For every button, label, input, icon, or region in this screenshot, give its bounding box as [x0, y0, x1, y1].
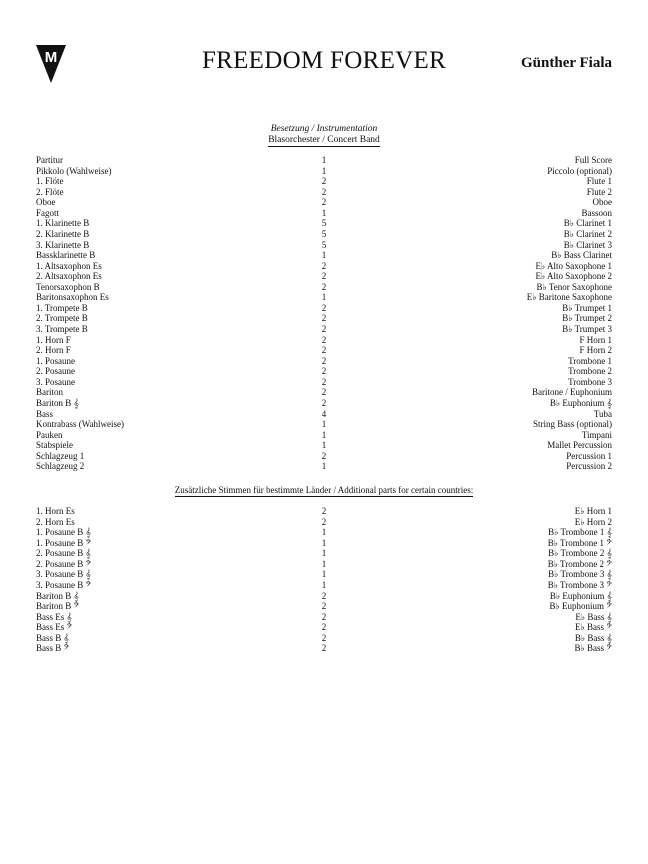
part-row — [36, 538, 612, 549]
part-row — [36, 643, 612, 654]
part-name-english: Trombone 3 — [568, 376, 612, 387]
part-row — [36, 250, 612, 261]
part-row — [36, 303, 612, 314]
part-row — [36, 176, 612, 187]
composer-name: Günther Fiala — [521, 55, 612, 71]
part-name-english: B♭ Trombone 1 𝄞 — [548, 527, 612, 538]
part-name-german: Kontrabass (Wahlweise) — [36, 419, 124, 430]
part-row — [36, 324, 612, 335]
part-name-english: Mallet Percussion — [547, 440, 612, 451]
part-quantity: 5 — [321, 239, 327, 250]
part-name-english: F Horn 2 — [579, 345, 612, 356]
part-name-english: B♭ Euphonium 𝄢 — [549, 601, 612, 612]
part-name-german: 2. Horn F — [36, 345, 71, 356]
part-row — [36, 229, 612, 240]
part-name-german: 1. Posaune B 𝄢 — [36, 537, 92, 548]
part-name-english: E♭ Baritone Saxophone — [526, 292, 612, 303]
part-name-english: Piccolo (optional) — [547, 165, 612, 176]
instrumentation-subheading — [0, 135, 648, 146]
part-row — [36, 345, 612, 356]
additional-parts-heading — [0, 485, 648, 496]
part-name-german: Bass — [36, 408, 54, 419]
part-quantity: 1 — [321, 429, 327, 440]
part-name-english: E♭ Bass 𝄞 — [575, 611, 612, 622]
part-name-german: 1. Horn F — [36, 334, 71, 345]
part-quantity: 2 — [321, 516, 327, 527]
part-row — [36, 155, 612, 166]
part-name-english: B♭ Trombone 2 𝄢 — [547, 558, 612, 569]
part-name-english: Baritone / Euphonium — [532, 387, 612, 398]
part-name-german: 2. Horn Es — [36, 516, 75, 527]
part-quantity: 2 — [321, 197, 327, 208]
part-row — [36, 580, 612, 591]
part-name-english: Bassoon — [581, 207, 612, 218]
part-row — [36, 208, 612, 219]
part-quantity: 2 — [321, 632, 327, 643]
part-row — [36, 377, 612, 388]
part-name-german: 2. Altsaxophon Es — [36, 271, 102, 282]
part-quantity: 2 — [321, 622, 327, 633]
part-quantity: 2 — [321, 260, 327, 271]
part-row — [36, 548, 612, 559]
part-quantity: 1 — [321, 527, 327, 538]
instrumentation-list — [36, 155, 612, 472]
part-name-german: 1. Posaune — [36, 355, 75, 366]
part-name-english: Percussion 2 — [566, 461, 612, 472]
part-row — [36, 261, 612, 272]
part-name-english: B♭ Bass 𝄢 — [574, 643, 612, 654]
part-name-german: 3. Posaune B 𝄞 — [36, 569, 91, 580]
part-quantity: 2 — [321, 590, 327, 601]
part-row — [36, 387, 612, 398]
part-name-german: 2. Posaune — [36, 366, 75, 377]
part-name-german: 1. Horn Es — [36, 506, 75, 516]
part-name-german: 3. Posaune — [36, 376, 75, 387]
part-name-german: 2. Posaune B 𝄢 — [36, 558, 92, 569]
part-name-german: 1. Altsaxophon Es — [36, 260, 102, 271]
logo-letter: M — [44, 49, 58, 66]
part-quantity: 2 — [321, 450, 327, 461]
part-name-english: B♭ Bass Clarinet — [551, 250, 612, 261]
part-name-german: Bass B 𝄞 — [36, 632, 69, 643]
part-row — [36, 313, 612, 324]
part-row — [36, 569, 612, 580]
part-name-english: Trombone 2 — [568, 366, 612, 377]
part-name-english: B♭ Trumpet 1 — [562, 302, 612, 313]
part-name-german: 2. Klarinette B — [36, 228, 90, 239]
part-quantity: 1 — [321, 548, 327, 559]
part-name-german: Baritonsaxophon Es — [36, 292, 109, 303]
part-quantity: 1 — [321, 579, 327, 590]
part-name-german: 1. Posaune B 𝄞 — [36, 527, 91, 538]
part-quantity: 1 — [321, 155, 327, 165]
part-quantity: 2 — [321, 366, 327, 377]
part-name-german: Schlagzeug 1 — [36, 450, 85, 461]
part-quantity: 2 — [321, 281, 327, 292]
part-quantity: 2 — [321, 324, 327, 334]
part-name-german: Bass B 𝄢 — [36, 643, 70, 654]
part-name-german: Bassklarinette B — [36, 250, 96, 261]
part-name-english: B♭ Trumpet 2 — [562, 313, 612, 324]
part-row — [36, 506, 612, 517]
part-quantity: 2 — [321, 302, 327, 313]
part-row — [36, 187, 612, 198]
part-row — [36, 366, 612, 377]
part-name-english: F Horn 1 — [579, 334, 612, 345]
part-name-english: E♭ Alto Saxophone 1 — [535, 260, 612, 271]
part-row — [36, 218, 612, 229]
part-name-german: 3. Trompete B — [36, 324, 88, 334]
part-quantity: 1 — [321, 165, 327, 176]
part-row — [36, 430, 612, 441]
part-row — [36, 335, 612, 346]
part-quantity: 2 — [321, 334, 327, 345]
part-name-german: 2. Flöte — [36, 186, 64, 197]
part-name-german: Bass Es 𝄞 — [36, 611, 72, 622]
part-name-english: Flute 2 — [586, 186, 612, 197]
part-name-english: E♭ Alto Saxophone 2 — [535, 271, 612, 282]
part-name-german: 1. Flöte — [36, 176, 64, 187]
additional-parts-heading-text: Zusätzliche Stimmen für bestimmte Länder / Additional parts for certain countries: — [174, 485, 474, 495]
part-quantity: 1 — [321, 207, 327, 218]
part-name-german: 1. Klarinette B — [36, 218, 90, 229]
part-name-english: B♭ Trombone 2 𝄞 — [548, 548, 612, 559]
part-name-german: Schlagzeug 2 — [36, 461, 85, 472]
part-name-german: Fagott — [36, 207, 60, 218]
part-name-german: Pikkolo (Wahlweise) — [36, 165, 112, 176]
part-row — [36, 292, 612, 303]
part-name-german: Bariton B 𝄞 — [36, 590, 79, 601]
part-name-english: B♭ Trombone 3 𝄢 — [547, 579, 612, 590]
part-name-german: Oboe — [36, 197, 56, 208]
part-row — [36, 461, 612, 472]
part-name-german: Bariton — [36, 387, 63, 398]
part-name-english: Timpani — [581, 429, 612, 440]
part-name-german: 3. Posaune B 𝄢 — [36, 579, 92, 590]
part-quantity: 2 — [321, 643, 327, 654]
part-quantity: 1 — [321, 250, 327, 261]
part-name-german: Bariton B 𝄞 — [36, 397, 79, 408]
part-name-english: B♭ Trombone 1 𝄢 — [547, 537, 612, 548]
part-name-english: B♭ Trumpet 3 — [562, 324, 612, 334]
part-row — [36, 356, 612, 367]
part-quantity: 2 — [321, 176, 327, 187]
part-name-english: Full Score — [574, 155, 612, 165]
part-quantity: 1 — [321, 440, 327, 451]
part-row — [36, 166, 612, 177]
part-name-english: E♭ Horn 1 — [574, 506, 612, 516]
part-quantity: 2 — [321, 355, 327, 366]
part-name-german: 2. Posaune B 𝄞 — [36, 548, 91, 559]
part-row — [36, 451, 612, 462]
part-row — [36, 591, 612, 602]
part-quantity: 1 — [321, 292, 327, 303]
part-quantity: 2 — [321, 387, 327, 398]
part-name-german: Stabspiele — [36, 440, 73, 451]
part-name-german: 1. Trompete B — [36, 302, 88, 313]
part-name-english: String Bass (optional) — [533, 419, 612, 430]
part-name-german: 3. Klarinette B — [36, 239, 90, 250]
part-quantity: 1 — [321, 461, 327, 472]
part-quantity: 2 — [321, 376, 327, 387]
part-row — [36, 601, 612, 612]
part-name-german: Tenorsaxophon B — [36, 281, 100, 292]
part-name-english: Trombone 1 — [568, 355, 612, 366]
part-name-german: Pauken — [36, 429, 63, 440]
part-name-english: B♭ Euphonium 𝄞 — [549, 397, 612, 408]
part-quantity: 2 — [321, 611, 327, 622]
part-name-english: Percussion 1 — [566, 450, 612, 461]
part-quantity: 1 — [321, 537, 327, 548]
part-row — [36, 440, 612, 451]
part-name-english: Oboe — [592, 197, 612, 208]
part-name-english: B♭ Clarinet 3 — [563, 239, 612, 250]
part-row — [36, 409, 612, 420]
part-quantity: 1 — [321, 569, 327, 580]
part-name-english: B♭ Bass 𝄞 — [574, 632, 612, 643]
part-name-german: Bass Es 𝄢 — [36, 622, 73, 633]
part-name-german: 2. Trompete B — [36, 313, 88, 324]
instrumentation-heading: Besetzung / Instrumentation — [270, 124, 378, 134]
part-name-english: B♭ Clarinet 2 — [563, 228, 612, 239]
part-name-english: B♭ Tenor Saxophone — [536, 281, 612, 292]
part-quantity: 4 — [321, 408, 327, 419]
part-row — [36, 282, 612, 293]
part-row — [36, 559, 612, 570]
part-quantity: 5 — [321, 218, 327, 229]
part-row — [36, 622, 612, 633]
part-name-english: Flute 1 — [586, 176, 612, 187]
part-quantity: 5 — [321, 228, 327, 239]
part-name-german: Bariton B 𝄢 — [36, 601, 80, 612]
part-quantity: 2 — [321, 186, 327, 197]
part-quantity: 2 — [321, 345, 327, 356]
part-quantity: 2 — [321, 271, 327, 282]
part-quantity: 2 — [321, 506, 327, 516]
part-name-german: Partitur — [36, 155, 63, 165]
part-row — [36, 271, 612, 282]
part-row — [36, 419, 612, 430]
part-quantity: 2 — [321, 397, 327, 408]
part-row — [36, 527, 612, 538]
part-quantity: 2 — [321, 313, 327, 324]
additional-parts-list — [36, 506, 612, 654]
part-name-english: E♭ Horn 2 — [574, 516, 612, 527]
piece-title: FREEDOM FOREVER — [201, 47, 447, 74]
part-name-english: E♭ Bass 𝄢 — [574, 622, 612, 633]
part-row — [36, 197, 612, 208]
part-name-english: B♭ Clarinet 1 — [563, 218, 612, 229]
part-row — [36, 517, 612, 528]
part-row — [36, 240, 612, 251]
part-row — [36, 612, 612, 623]
part-quantity: 2 — [321, 601, 327, 612]
part-row — [36, 633, 612, 644]
part-name-english: B♭ Trombone 3 𝄞 — [548, 569, 612, 580]
part-row — [36, 398, 612, 409]
instrumentation-subheading-text: Blasorchester / Concert Band — [268, 135, 380, 145]
part-name-english: Tuba — [593, 408, 612, 419]
part-quantity: 1 — [321, 419, 327, 430]
part-quantity: 1 — [321, 558, 327, 569]
part-name-english: B♭ Euphonium 𝄞 — [549, 590, 612, 601]
